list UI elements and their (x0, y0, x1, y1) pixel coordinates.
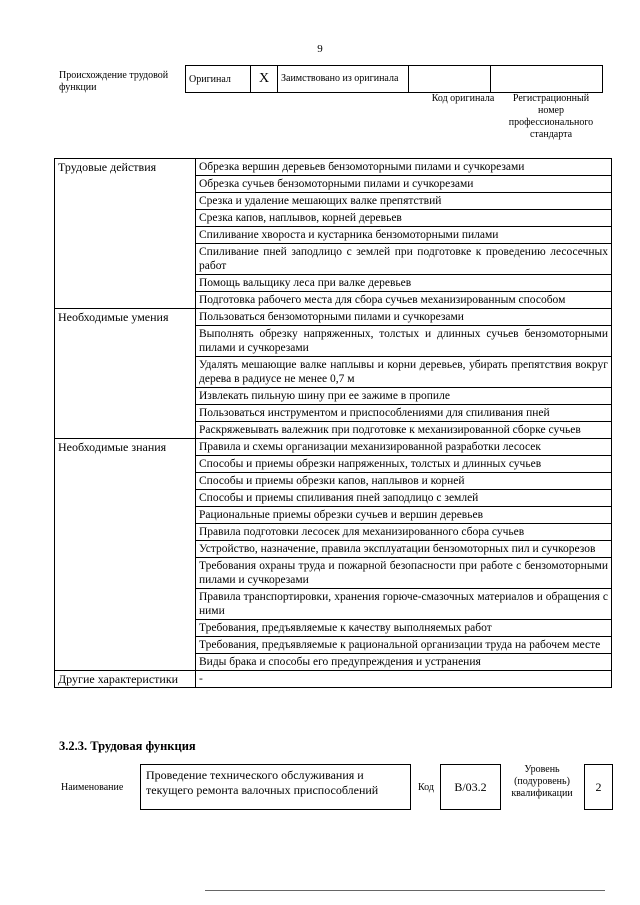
item-text: Виды брака и способы его предупреждения и устранения (196, 654, 612, 671)
category-label: Необходимые знания (55, 439, 196, 671)
original-mark-cell (251, 66, 278, 93)
origin-label: Происхождение трудовой функции (59, 70, 169, 93)
item-text: Способы и приемы спиливания пней заподлицо с землей (196, 490, 612, 507)
section-heading: 3.2.3. Трудовая функция (59, 739, 196, 753)
item-text: Подготовка рабочего места для сбора сучьев механизированным способом (196, 292, 612, 309)
item-text: Способы и приемы обрезки напряженных, толстых и длинных сучьев (196, 456, 612, 473)
item-text: - (196, 671, 612, 688)
borrowed-label: Заимствовано из оригинала (281, 73, 399, 84)
bottom-rule (205, 890, 605, 891)
level-label: Уровень (подуровень) квалификации (511, 764, 573, 799)
item-text: Требования охраны труда и пожарной безопасности при работе с бензомоторными пилами и сучкорезами (196, 558, 612, 589)
origin-table (185, 65, 603, 93)
labor-function-table (54, 158, 612, 688)
item-text: Срезка и удаление мешающих валке препятствий (196, 193, 612, 210)
table-row (55, 671, 612, 688)
item-text: Пользоваться бензомоторными пилами и сучкорезами (196, 309, 612, 326)
reg-number-cell (491, 66, 603, 93)
table-row (55, 439, 612, 456)
item-text: Спиливание пней заподлицо с землей при подготовке к проведению лесосечных работ (196, 244, 612, 275)
item-text: Требования, предъявляемые к качеству выполняемых работ (196, 620, 612, 637)
item-text: Извлекать пильную шину при ее зажиме в пропиле (196, 388, 612, 405)
item-text: Правила подготовки лесосек для механизированного сбора сучьев (196, 524, 612, 541)
original-mark: X (258, 71, 270, 86)
code-label: Код (418, 782, 434, 793)
table-row (55, 159, 612, 176)
category-label: Трудовые действия (55, 159, 196, 309)
item-text: Выполнять обрезку напряженных, толстых и длинных сучьев бензомоторными пилами и сучкорезами (196, 326, 612, 357)
function-name: Проведение технического обслуживания и текущего ремонта валочных приспособлений (140, 764, 411, 810)
table-row (55, 309, 612, 326)
item-text: Способы и приемы обрезки капов, наплывов и корней (196, 473, 612, 490)
item-text: Правила и схемы организации механизированной разработки лесосек (196, 439, 612, 456)
original-label: Оригинал (189, 73, 231, 85)
borrowed-cell (278, 66, 409, 93)
category-label: Другие характеристики (55, 671, 196, 688)
code-original-label: Код оригинала (431, 93, 495, 104)
category-label: Необходимые умения (55, 309, 196, 439)
function-code: B/03.2 (440, 764, 501, 810)
item-text: Устройство, назначение, правила эксплуатации бензомоторных пил и сучкорезов (196, 541, 612, 558)
item-text: Раскряжевывать валежник при подготовке к механизированной сборке сучьев (196, 422, 612, 439)
reg-number-label: Регистрационный номер профессионального стандарта (508, 93, 594, 140)
item-text: Рациональные приемы обрезки сучьев и вершин деревьев (196, 507, 612, 524)
item-text: Удалять мешающие валке наплывы и корни деревьев, убирать препятствия вокруг дерева в радиусе не менее 0,7 м (196, 357, 612, 388)
original-cell (186, 66, 251, 93)
code-original-cell (409, 66, 491, 93)
item-text: Обрезка сучьев бензомоторными пилами и сучкорезами (196, 176, 612, 193)
item-text: Требования, предъявляемые к рациональной организации труда на рабочем месте (196, 637, 612, 654)
item-text: Спиливание хвороста и кустарника бензомоторными пилами (196, 227, 612, 244)
name-label: Наименование (61, 782, 124, 793)
item-text: Пользоваться инструментом и приспособлениями для спиливания пней (196, 405, 612, 422)
item-text: Обрезка вершин деревьев бензомоторными пилами и сучкорезами (196, 159, 612, 176)
qualification-level: 2 (584, 764, 613, 810)
item-text: Правила транспортировки, хранения горюче-смазочных материалов и обращения с ними (196, 589, 612, 620)
item-text: Срезка капов, наплывов, корней деревьев (196, 210, 612, 227)
page-number: 9 (317, 43, 323, 55)
item-text: Помощь вальщику леса при валке деревьев (196, 275, 612, 292)
